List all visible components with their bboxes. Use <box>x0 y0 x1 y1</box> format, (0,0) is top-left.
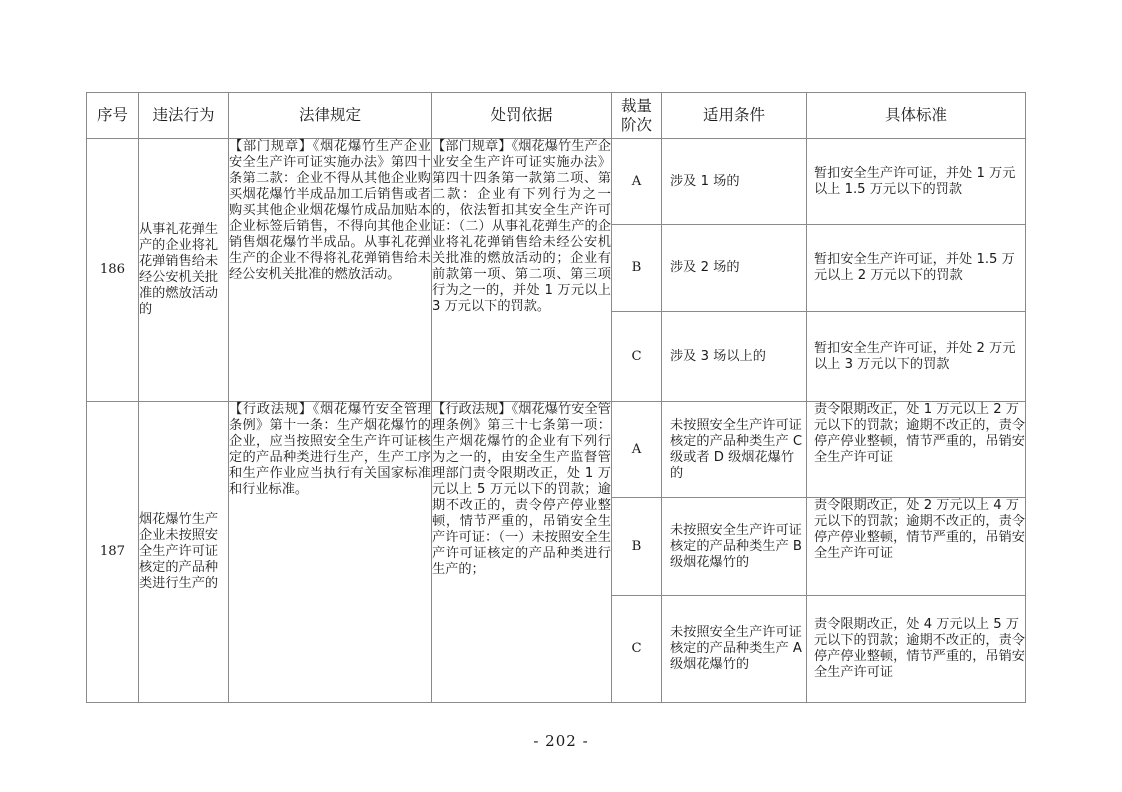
condition-cell: 涉及 2 场的 <box>662 225 807 312</box>
violation-cell: 烟花爆竹生产企业未按照安全生产许可证核定的产品种类进行生产的 <box>139 402 229 703</box>
penalty-basis-cell: 【部门规章】《烟花爆竹生产企业安全生产许可证实施办法》第四十四条第一款第二项、第二款：企业有下列行为之一的，依法暂扣其安全生产许可证：（二）从事礼花弹生产的企业将礼花弹销售给未经公安机关批准的燃放活动的；企业有前款第一项、第二项、第三项行为之一的，并处 1 万元以上 3 万元以下的罚款。 <box>432 139 612 402</box>
standard-cell: 责令限期改正，处 4 万元以上 5 万元以下的罚款；逾期不改正的，责令停产停业整顿，情节严重的，吊销安全生产许可证 <box>807 596 1026 703</box>
condition-cell: 涉及 3 场以上的 <box>662 312 807 402</box>
standard-cell: 暂扣安全生产许可证，并处 1 万元以上 1.5 万元以下的罚款 <box>807 139 1026 225</box>
header-legal-provision: 法律规定 <box>229 93 432 139</box>
legal-provision-cell: 【部门规章】《烟花爆竹生产企业安全生产许可证实施办法》第四十条第二款：企业不得从其他企业购买烟花爆竹半成品加工后销售或者购买其他企业烟花爆竹成品加贴本企业标签后销售，不得向其他企业销售烟花爆竹半成品。从事礼花弹生产的企业不得将礼花弹销售给未经公安机关批准的燃放活动。 <box>229 139 432 402</box>
header-condition: 适用条件 <box>662 93 807 139</box>
condition-cell: 未按照安全生产许可证核定的产品种类生产 A 级烟花爆竹的 <box>662 596 807 703</box>
condition-cell: 未按照安全生产许可证核定的产品种类生产 B 级烟花爆竹的 <box>662 498 807 596</box>
penalty-discretion-table <box>86 92 1026 703</box>
header-standard: 具体标准 <box>807 93 1026 139</box>
header-penalty-basis: 处罚依据 <box>432 93 612 139</box>
page-number: - 202 - <box>533 732 589 750</box>
header-violation: 违法行为 <box>139 93 229 139</box>
level-cell: B <box>612 498 662 596</box>
table-row <box>87 139 1026 225</box>
standard-cell: 暂扣安全生产许可证，并处 1.5 万元以上 2 万元以下的罚款 <box>807 225 1026 312</box>
level-cell: A <box>612 402 662 498</box>
table-header-row <box>87 93 1026 139</box>
legal-provision-cell: 【行政法规】《烟花爆竹安全管理条例》第十一条：生产烟花爆竹的企业，应当按照安全生产许可证核定的产品种类进行生产，生产工序和生产作业应当执行有关国家标准和行业标准。 <box>229 402 432 703</box>
level-cell: A <box>612 139 662 225</box>
standard-cell: 责令限期改正，处 2 万元以上 4 万元以下的罚款；逾期不改正的，责令停产停业整顿，情节严重的，吊销安全生产许可证 <box>807 498 1026 596</box>
level-cell: C <box>612 312 662 402</box>
standard-cell: 责令限期改正，处 1 万元以上 2 万元以下的罚款；逾期不改正的，责令停产停业整顿，情节严重的，吊销安全生产许可证 <box>807 402 1026 498</box>
violation-cell: 从事礼花弹生产的企业将礼花弹销售给未经公安机关批准的燃放活动的 <box>139 139 229 402</box>
header-level: 裁量阶次 <box>612 93 662 139</box>
header-serial: 序号 <box>87 93 139 139</box>
standard-cell: 暂扣安全生产许可证，并处 2 万元以上 3 万元以下的罚款 <box>807 312 1026 402</box>
level-cell: C <box>612 596 662 703</box>
table-row <box>87 402 1026 498</box>
level-cell: B <box>612 225 662 312</box>
condition-cell: 涉及 1 场的 <box>662 139 807 225</box>
condition-cell: 未按照安全生产许可证核定的产品种类生产 C 级或者 D 级烟花爆竹的 <box>662 402 807 498</box>
serial-cell: 186 <box>87 139 139 402</box>
penalty-basis-cell: 【行政法规】《烟花爆竹安全管理条例》第三十七条第一项：生产烟花爆竹的企业有下列行为之一的，由安全生产监督管理部门责令限期改正，处 1 万元以上 5 万元以下的罚款；逾期不改正的，责令停产停业整顿，情节严重的，吊销安全生产许可证：（一）未按照安全生产许可证核定的产品种类进行生产的； <box>432 402 612 703</box>
serial-cell: 187 <box>87 402 139 703</box>
